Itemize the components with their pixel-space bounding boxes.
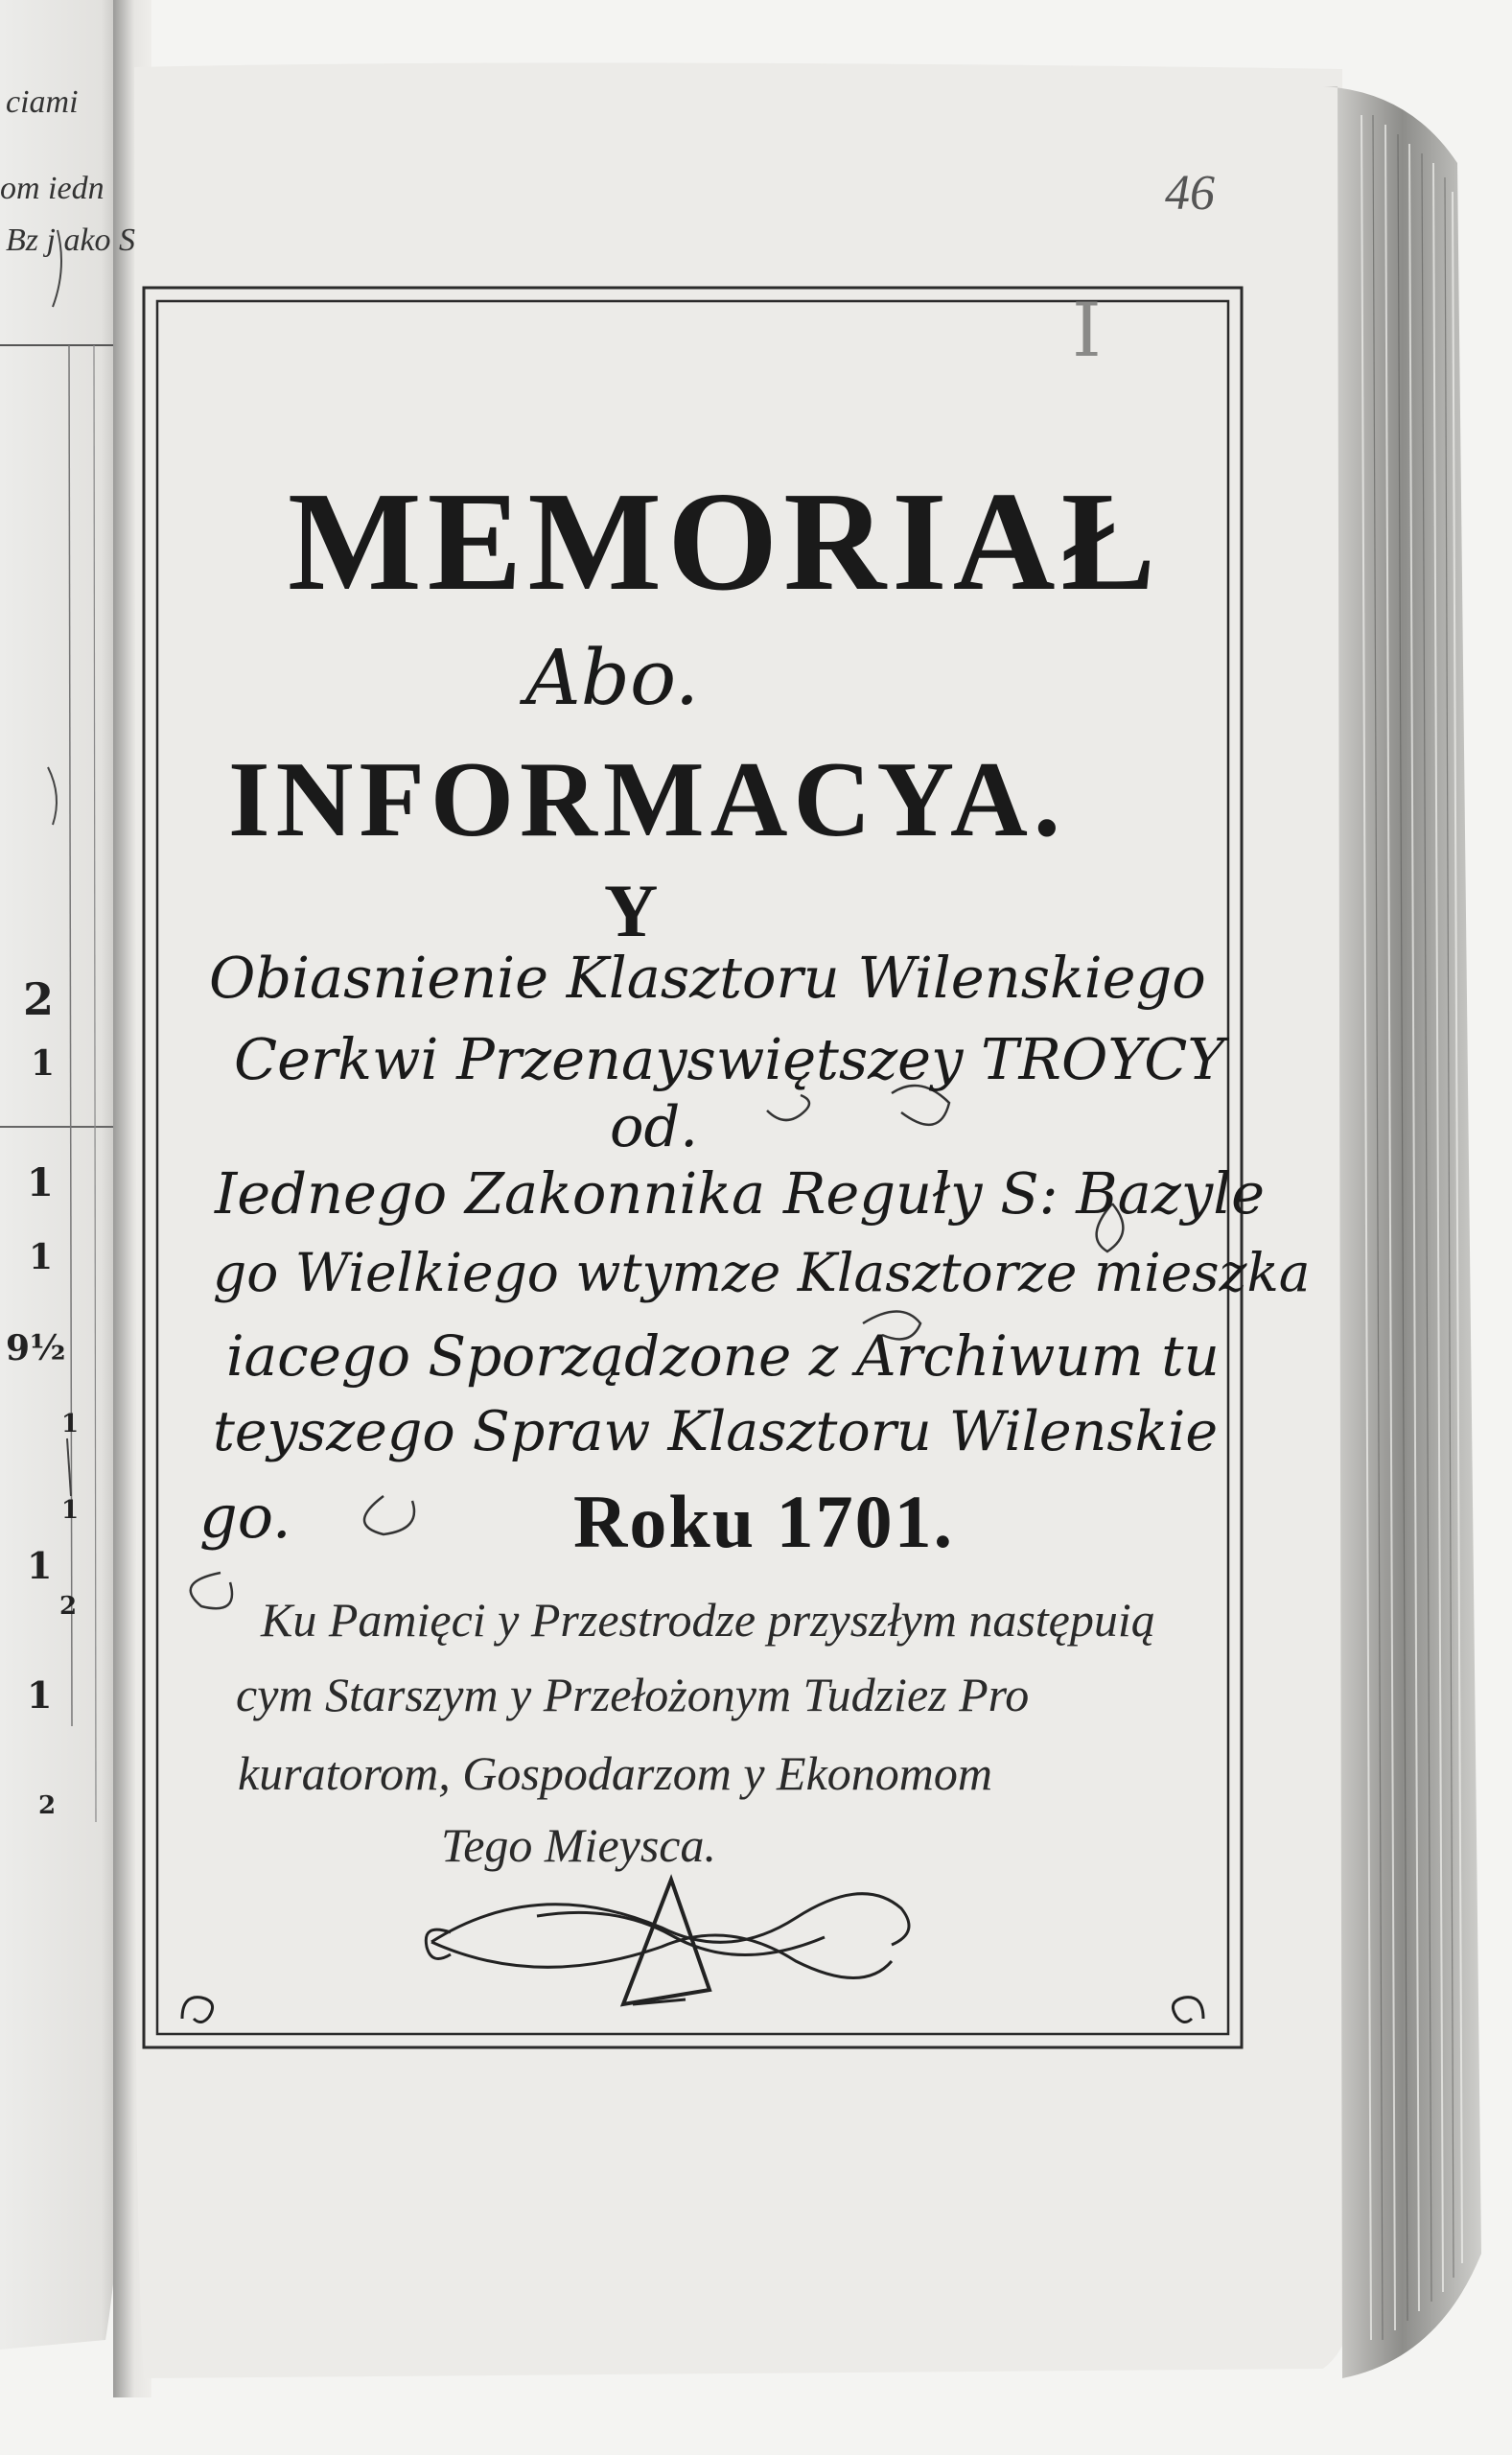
date-roku-1701: Roku 1701. <box>573 1480 955 1563</box>
body-line: teyszego Spraw Klasztoru Wilenskie <box>213 1400 1219 1463</box>
left-numeral: 1 <box>27 1544 53 1587</box>
subtitle-abo: Abo. <box>525 633 700 722</box>
conjunction-y: Y <box>604 869 659 952</box>
left-marginal-text: Bz j ako S <box>6 222 136 258</box>
library-stamp: I <box>1072 288 1102 374</box>
title-memorial: MEMORIAŁ <box>288 463 1162 620</box>
dedication-line: cym Starszym y Przełożonym Tudziez Pro <box>236 1668 1030 1721</box>
body-line: Cerkwi Przenayswiętszey TROYCY <box>234 1026 1225 1092</box>
left-numeral: 1 <box>31 1043 56 1084</box>
left-marginal-text: om iedn <box>0 171 105 206</box>
dedication-line: Ku Pamięci y Przestrodze przyszłym następuią <box>261 1593 1155 1647</box>
dedication-line: Tego Mieysca. <box>441 1818 716 1872</box>
left-numeral: 9½ <box>6 1328 66 1368</box>
left-numeral: 1 <box>29 1237 54 1277</box>
left-numeral: 1 <box>27 1673 53 1717</box>
folio-number: 46 <box>1165 166 1215 221</box>
left-page <box>0 0 127 2350</box>
body-line: go Wielkiego wtymze Klasztorze mieszka <box>213 1242 1311 1303</box>
body-line: Obiasnienie Klasztoru Wilenskiego <box>209 945 1206 1011</box>
left-numeral: 2 <box>23 973 55 1025</box>
left-numeral: 2 <box>38 1791 57 1820</box>
dedication-line: kuratorom, Gospodarzom y Ekonomom <box>238 1746 992 1800</box>
body-line: go. <box>199 1482 291 1552</box>
body-line: iacego Sporządzone z Archiwum tu <box>226 1323 1220 1389</box>
title-informacya: INFORMACYA. <box>228 740 1066 859</box>
body-line: od. <box>610 1093 699 1159</box>
left-numeral: 2 <box>59 1592 78 1621</box>
left-marginal-text: ciami <box>6 84 79 120</box>
body-line: Iednego Zakonnika Reguły S: Bazyle <box>215 1160 1266 1227</box>
left-numeral: 1 <box>61 1410 80 1438</box>
left-numeral: 1 <box>61 1496 80 1525</box>
left-numeral: 1 <box>27 1160 54 1205</box>
